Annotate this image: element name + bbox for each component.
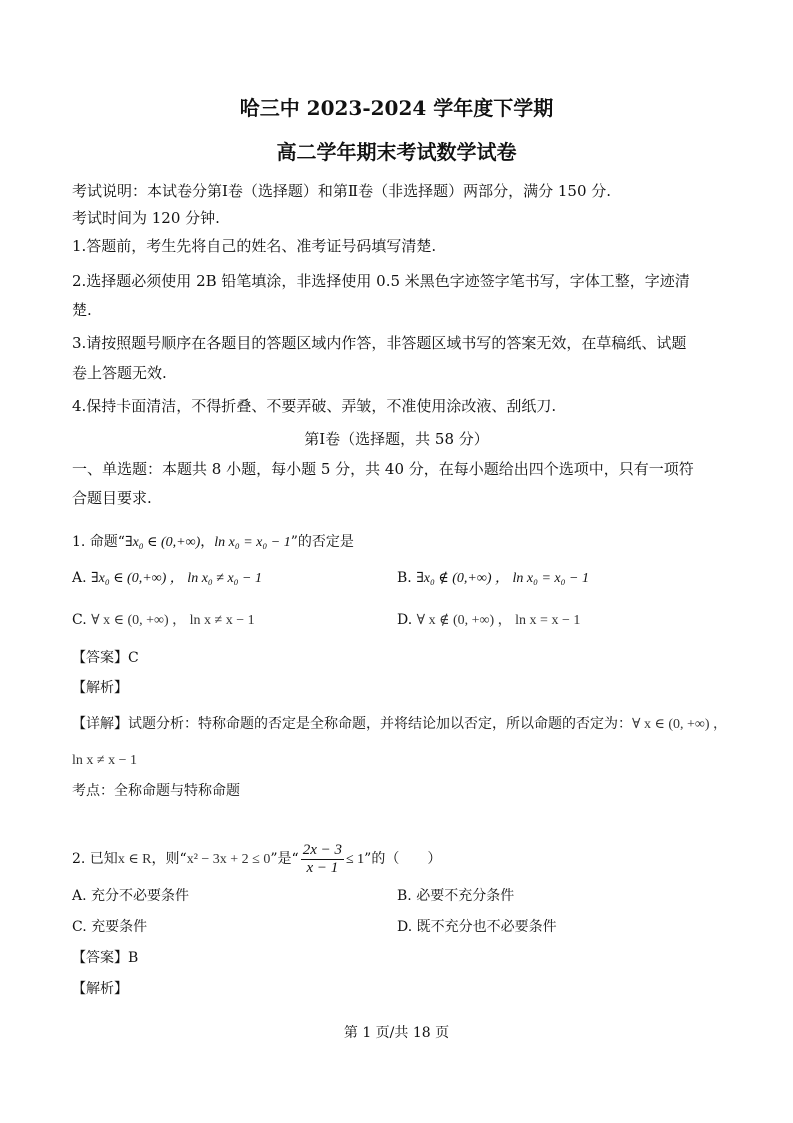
q1-stem-sep: ， xyxy=(200,534,215,550)
q2-fraction-numerator: 2x − 3 xyxy=(302,841,342,858)
instruction-item-2b: 楚. xyxy=(72,301,92,319)
q1-option-b: ∃x₀ ∉ (0,+∞) ， ln x₀ = x₀ − 1 xyxy=(416,571,589,586)
section-intro-a: 一、单选题：本题共 8 小题，每小题 5 分，共 40 分，在每小题给出四个选项中，只有一项符 xyxy=(72,460,694,478)
instruction-item-1: 1.答题前，考生先将自己的姓名、准考证号码填写清楚. xyxy=(72,237,437,255)
q1-option-c-label: C. xyxy=(72,612,87,628)
instruction-line-1: 考试说明：本试卷分第Ⅰ卷（选择题）和第Ⅱ卷（非选择题）两部分，满分 150 分. xyxy=(72,182,612,200)
q2-option-b-wrap xyxy=(397,885,514,907)
q2-option-d-label: D. xyxy=(397,919,413,935)
instruction-item-3a: 3.请按照题号顺序在各题目的答题区域内作答，非答题区域书写的答案无效，在草稿纸、试题 xyxy=(72,334,687,352)
page-subtitle: 高二学年期末考试数学试卷 xyxy=(276,140,517,164)
q2-options-row-2 xyxy=(72,916,723,938)
q2-option-d: 既不充分也不必要条件 xyxy=(416,919,557,935)
q1-option-d: ∀ x ∉ (0, +∞) ， ln x = x − 1 xyxy=(416,613,581,628)
q1-option-a-label: A. xyxy=(72,570,87,586)
q1-option-a: ∃x₀ ∈ (0,+∞) ， ln x₀ ≠ x₀ − 1 xyxy=(91,571,262,586)
q1-analysis-heading: 【解析】 xyxy=(72,680,128,696)
q1-stem-prefix: 1. 命题“ xyxy=(72,534,125,550)
page-title: 哈三中 2023-2024 学年度下学期 xyxy=(239,96,554,120)
q2-option-a: 充分不必要条件 xyxy=(91,888,190,904)
q1-detail-line-2: ln x ≠ x − 1 xyxy=(72,753,137,768)
section-intro-b: 合题目要求. xyxy=(72,489,152,507)
q2-stem-suffix: ”的（ ） xyxy=(364,851,442,867)
q1-option-d-wrap xyxy=(397,609,580,632)
q2-option-c: 充要条件 xyxy=(91,919,148,935)
q2-stem-mid-1: ，则“ xyxy=(151,851,187,867)
q2-stem-math-1: x ∈ R xyxy=(117,852,152,867)
q2-option-b: 必要不充分条件 xyxy=(416,888,515,904)
q1-options-row-2 xyxy=(72,609,723,632)
q2-options-row-1 xyxy=(72,885,723,907)
q2-stem-math-2: x² − 3x + 2 ≤ 0 xyxy=(186,852,271,867)
q1-stem-math-1: ∃x₀ ∈ (0,+∞) xyxy=(124,535,201,550)
q1-detail-math: ∀ x ∈ (0, +∞) ， xyxy=(632,717,728,732)
q1-option-b-wrap xyxy=(397,567,589,590)
q2-answer: 【答案】B xyxy=(72,950,139,966)
q1-stem-math-2: ln x₀ = x₀ − 1 xyxy=(214,535,291,550)
q1-stem-suffix: ”的否定是 xyxy=(290,534,354,550)
q2-option-c-label: C. xyxy=(72,919,87,935)
q2-stem-mid-2: ”是“ xyxy=(270,851,299,867)
q2-option-d-wrap xyxy=(397,916,557,938)
q1-option-d-label: D. xyxy=(397,612,413,628)
q2-option-b-label: B. xyxy=(397,888,412,904)
q2-fraction-denominator: x − 1 xyxy=(306,859,339,876)
instruction-item-4: 4.保持卡面清洁，不得折叠、不要弄破、弄皱，不准使用涂改液、刮纸刀. xyxy=(72,397,557,415)
q1-detail-text: 【详解】试题分析：特称命题的否定是全称命题，并将结论加以否定，所以命题的否定为： xyxy=(72,716,632,732)
q1-detail-line-1 xyxy=(72,713,728,736)
q1-options-row-1 xyxy=(72,567,723,590)
q1-option-c: ∀ x ∈ (0, +∞) ， ln x ≠ x − 1 xyxy=(91,613,255,628)
q2-fraction xyxy=(301,842,344,877)
q2-option-a-label: A. xyxy=(72,888,87,904)
q2-fraction-tail: ≤ 1 xyxy=(345,852,365,867)
instruction-item-3b: 卷上答题无效. xyxy=(72,364,167,382)
q1-kaodian: 考点：全称命题与特称命题 xyxy=(72,783,240,799)
instruction-line-2: 考试时间为 120 分钟. xyxy=(72,209,220,227)
q2-stem xyxy=(72,839,723,880)
q2-analysis-heading: 【解析】 xyxy=(72,981,128,997)
q1-stem xyxy=(72,531,723,554)
q1-answer: 【答案】C xyxy=(72,650,139,666)
q2-stem-prefix: 2. 已知 xyxy=(72,851,118,867)
q1-option-b-label: B. xyxy=(397,570,412,586)
section-title: 第Ⅰ卷（选择题，共 58 分） xyxy=(304,430,489,448)
instruction-item-2a: 2.选择题必须使用 2B 铅笔填涂，非选择使用 0.5 米黑色字迹签字笔书写，字体工整，字迹清 xyxy=(72,272,690,290)
page-footer: 第 1 页/共 18 页 xyxy=(343,1025,450,1041)
